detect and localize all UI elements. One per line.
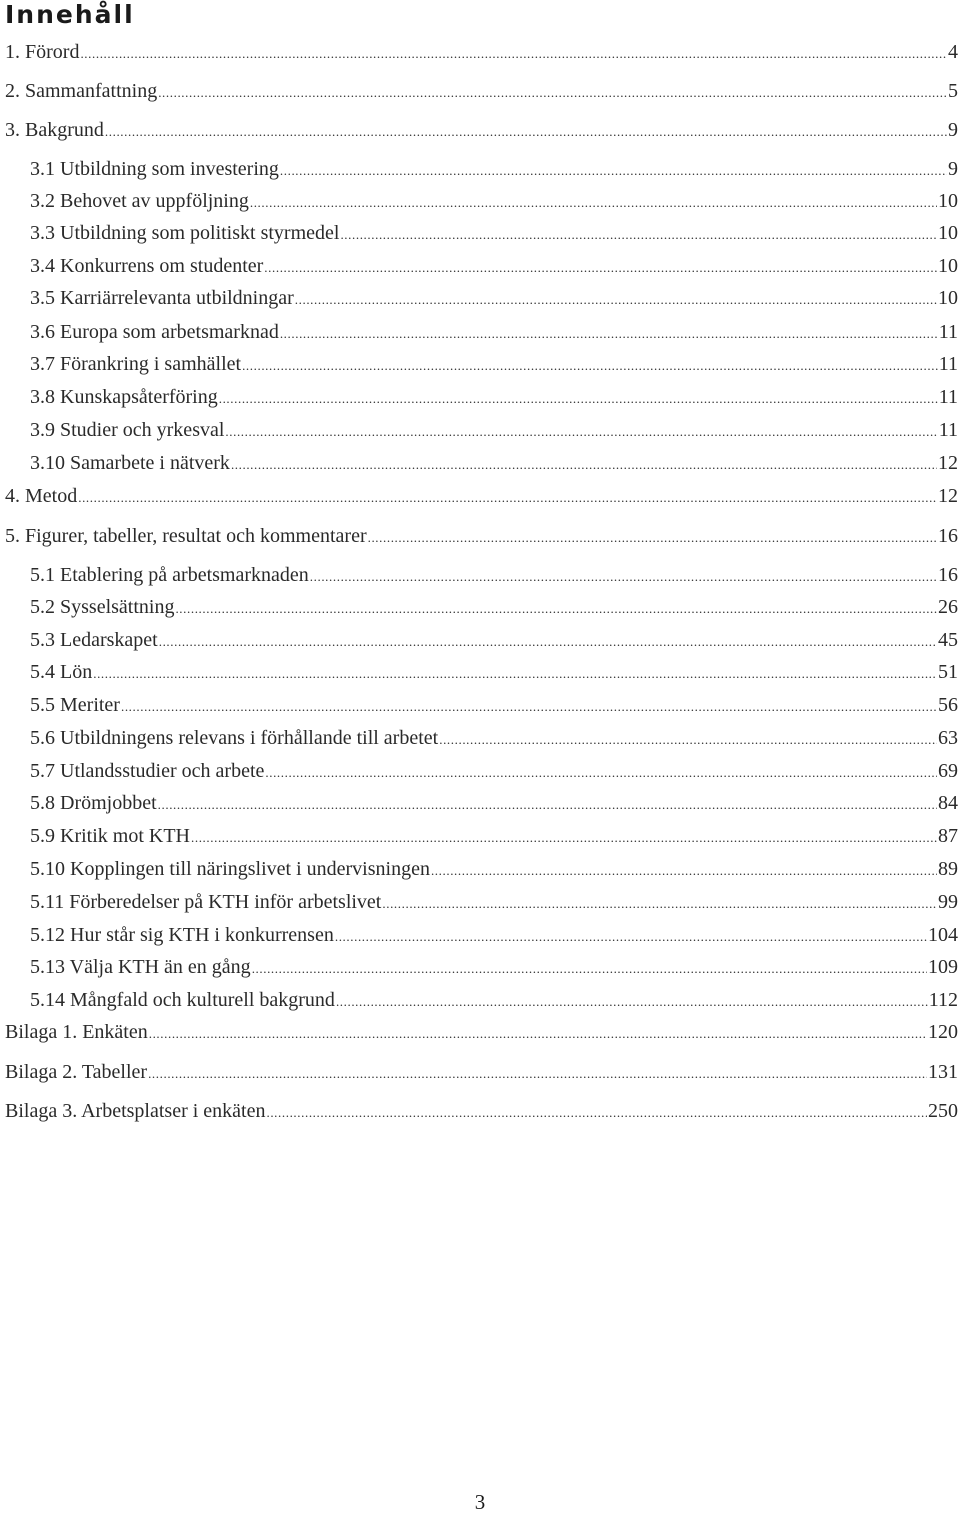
toc-entry[interactable] — [30, 953, 958, 981]
toc-entry[interactable] — [30, 187, 958, 215]
toc-entry-page: 26 — [938, 596, 958, 618]
toc-entry[interactable] — [5, 482, 958, 510]
toc-entry[interactable] — [5, 1018, 958, 1046]
toc-entry-label: Bilaga 3. Arbetsplatser i enkäten — [5, 1100, 266, 1122]
toc-dot-leader — [280, 318, 938, 348]
toc-entry-label: 5.5 Meriter — [30, 694, 120, 716]
toc-entry-label: 5.12 Hur står sig KTH i konkurrensen — [30, 924, 334, 946]
toc-dot-leader — [335, 921, 927, 951]
toc-entry[interactable] — [30, 626, 958, 654]
toc-entry[interactable] — [30, 822, 958, 850]
toc-dot-leader — [265, 757, 937, 787]
toc-entry-page: 11 — [938, 321, 958, 343]
toc-entry-label: 5.4 Lön — [30, 661, 93, 683]
toc-entry-page: 63 — [938, 727, 958, 749]
toc-dot-leader — [252, 953, 927, 983]
toc-entry[interactable] — [30, 757, 958, 785]
toc-dot-leader — [80, 38, 947, 68]
toc-dot-leader — [93, 658, 937, 688]
toc-entry[interactable] — [30, 252, 958, 280]
toc-entry-label: Bilaga 2. Tabeller — [5, 1061, 148, 1083]
toc-dot-leader — [121, 691, 937, 721]
toc-entry-page: 4 — [948, 41, 958, 63]
toc-entry-page: 12 — [938, 485, 958, 507]
toc-entry-page: 87 — [938, 825, 958, 847]
toc-entry-page: 89 — [938, 858, 958, 880]
toc-entry[interactable] — [30, 219, 958, 247]
toc-entry-label: 3. Bakgrund — [5, 119, 104, 141]
toc-entry-label: 5. Figurer, tabeller, resultat och kommentarer — [5, 525, 367, 547]
toc-entry-label: 3.4 Konkurrens om studenter — [30, 255, 264, 277]
toc-dot-leader — [266, 1097, 927, 1127]
toc-entry[interactable] — [30, 449, 958, 477]
toc-entry-page: 10 — [938, 255, 958, 277]
toc-entry-label: 5.10 Kopplingen till näringslivet i undervisningen — [30, 858, 430, 880]
toc-entry[interactable] — [5, 1058, 958, 1086]
toc-entry[interactable] — [5, 77, 958, 105]
toc-entry-page: 10 — [938, 190, 958, 212]
toc-dot-leader — [148, 1058, 927, 1088]
toc-entry[interactable] — [30, 789, 958, 817]
toc-entry-label: 5.14 Mångfald och kulturell bakgrund — [30, 989, 335, 1011]
toc-dot-leader — [78, 482, 937, 512]
toc-entry-page: 10 — [938, 222, 958, 244]
toc-entry-label: 5.1 Etablering på arbetsmarknaden — [30, 564, 309, 586]
toc-entry-label: 3.5 Karriärrelevanta utbildningar — [30, 287, 294, 309]
page-number: 3 — [474, 1490, 486, 1514]
toc-dot-leader — [175, 593, 937, 623]
toc-entry[interactable] — [30, 383, 958, 411]
toc-entry[interactable] — [30, 318, 958, 346]
toc-entry-label: 5.13 Välja KTH än en gång — [30, 956, 251, 978]
toc-entry[interactable] — [30, 658, 958, 686]
toc-entry-page: 69 — [938, 760, 958, 782]
toc-entry-page: 104 — [928, 924, 958, 946]
toc-dot-leader — [382, 888, 937, 918]
toc-entry[interactable] — [30, 561, 958, 589]
toc-entry-page: 84 — [938, 792, 958, 814]
toc-dot-leader — [336, 986, 928, 1016]
toc-entry[interactable] — [30, 350, 958, 378]
toc-entry-page: 16 — [938, 564, 958, 586]
toc-entry[interactable] — [30, 855, 958, 883]
toc-dot-leader — [431, 855, 937, 885]
toc-dot-leader — [439, 724, 937, 754]
toc-entry[interactable] — [5, 522, 958, 550]
toc-entry-label: 3.8 Kunskapsåterföring — [30, 386, 218, 408]
toc-dot-leader — [105, 116, 947, 146]
toc-dot-leader — [250, 187, 937, 217]
toc-entry[interactable] — [5, 116, 958, 144]
toc-dot-leader — [231, 449, 937, 479]
toc-entry[interactable] — [30, 155, 958, 183]
toc-entry-label: 3.3 Utbildning som politiskt styrmedel — [30, 222, 340, 244]
toc-entry[interactable] — [30, 921, 958, 949]
toc-dot-leader — [264, 252, 937, 282]
toc-entry-page: 250 — [928, 1100, 958, 1122]
toc-entry[interactable] — [30, 986, 958, 1014]
toc-entry-label: 3.2 Behovet av uppföljning — [30, 190, 249, 212]
toc-entry[interactable] — [30, 888, 958, 916]
toc-dot-leader — [159, 626, 937, 656]
toc-entry-page: 10 — [938, 287, 958, 309]
toc-entry-label: 1. Förord — [5, 41, 80, 63]
toc-dot-leader — [158, 789, 937, 819]
toc-entry-page: 11 — [938, 353, 958, 375]
toc-entry-page: 99 — [938, 891, 958, 913]
toc-entry-page: 9 — [948, 158, 958, 180]
toc-entry[interactable] — [30, 416, 958, 444]
toc-entry-page: 109 — [928, 956, 958, 978]
toc-entry-page: 9 — [948, 119, 958, 141]
toc-entry-page: 12 — [938, 452, 958, 474]
toc-entry-page: 56 — [938, 694, 958, 716]
toc-entry-page: 51 — [938, 661, 958, 683]
toc-entry-page: 11 — [938, 386, 958, 408]
toc-entry-label: 5.3 Ledarskapet — [30, 629, 158, 651]
toc-entry-label: 5.2 Sysselsättning — [30, 596, 175, 618]
toc-entry[interactable] — [5, 38, 958, 66]
toc-dot-leader — [242, 350, 938, 380]
toc-entry-label: 3.6 Europa som arbetsmarknad — [30, 321, 279, 343]
toc-entry-label: 5.6 Utbildningens relevans i förhållande till arbetet — [30, 727, 439, 749]
toc-entry-label: Bilaga 1. Enkäten — [5, 1021, 148, 1043]
toc-dot-leader — [310, 561, 937, 591]
toc-entry-page: 11 — [938, 419, 958, 441]
toc-entry-label: 4. Metod — [5, 485, 78, 507]
toc-entry[interactable] — [30, 284, 958, 312]
toc-entry-label: 3.10 Samarbete i nätverk — [30, 452, 230, 474]
toc-entry-label: 2. Sammanfattning — [5, 80, 158, 102]
toc-entry[interactable] — [30, 691, 958, 719]
toc-dot-leader — [158, 77, 947, 107]
toc-entry[interactable] — [5, 1097, 958, 1125]
toc-entry-label: 3.7 Förankring i samhället — [30, 353, 242, 375]
toc-dot-leader — [191, 822, 937, 852]
toc-dot-leader — [295, 284, 937, 314]
toc-dot-leader — [340, 219, 937, 249]
toc-entry-label: 5.9 Kritik mot KTH — [30, 825, 190, 847]
toc-dot-leader — [149, 1018, 927, 1048]
toc-dot-leader — [368, 522, 937, 552]
toc-entry-page: 120 — [928, 1021, 958, 1043]
toc-entry-page: 45 — [938, 629, 958, 651]
toc-dot-leader — [225, 416, 937, 446]
toc-entry-label: 3.9 Studier och yrkesval — [30, 419, 225, 441]
toc-entry[interactable] — [30, 593, 958, 621]
toc-dot-leader — [219, 383, 938, 413]
toc-entry-label: 5.11 Förberedelser på KTH inför arbetslivet — [30, 891, 382, 913]
toc-dot-leader — [280, 155, 947, 185]
toc-entry-label: 3.1 Utbildning som investering — [30, 158, 279, 180]
page-title: Innehåll — [5, 0, 135, 29]
toc-entry-page: 131 — [928, 1061, 958, 1083]
toc-entry-label: 5.7 Utlandsstudier och arbete — [30, 760, 265, 782]
toc-entry-page: 16 — [938, 525, 958, 547]
toc-entry[interactable] — [30, 724, 958, 752]
toc-entry-page: 112 — [928, 989, 958, 1011]
toc-entry-label: 5.8 Drömjobbet — [30, 792, 157, 814]
toc-entry-page: 5 — [948, 80, 958, 102]
